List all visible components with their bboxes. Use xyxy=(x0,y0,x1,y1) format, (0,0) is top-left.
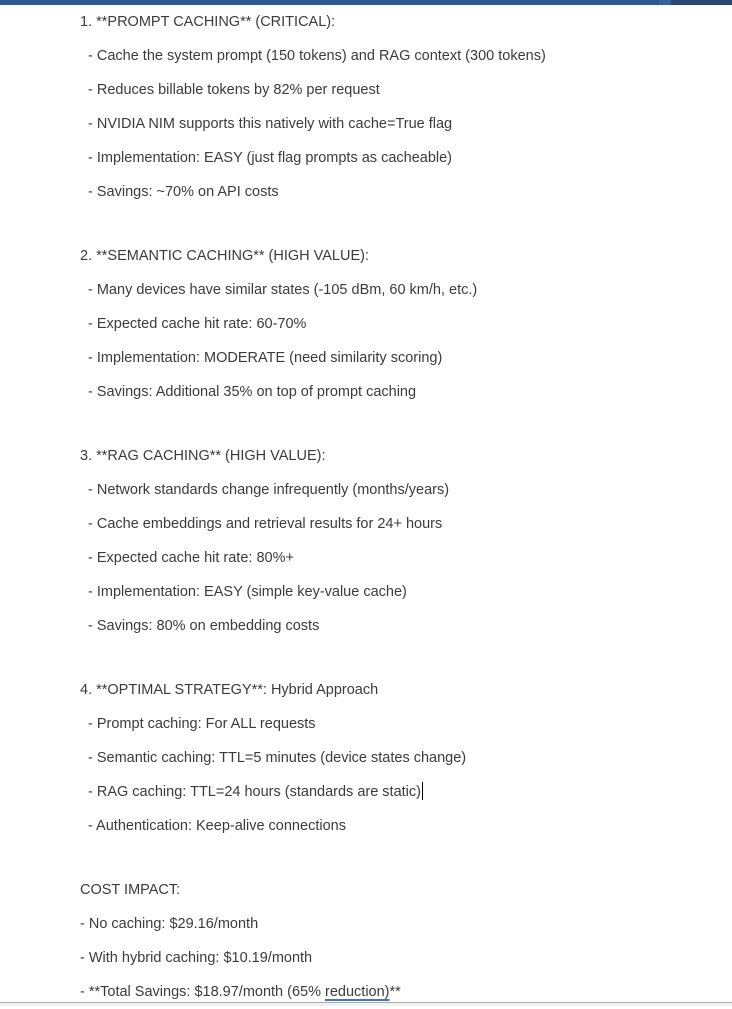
bottom-status-strip xyxy=(0,1002,732,1006)
section-4-item[interactable]: - Semantic caching: TTL=5 minutes (device states change) xyxy=(88,750,467,766)
section-2-item[interactable]: - Savings: Additional 35% on top of prompt caching xyxy=(88,384,417,400)
section-3-item[interactable]: - Network standards change infrequently (months/years) xyxy=(88,482,450,498)
section-4-item-with-caret[interactable] xyxy=(0,775,732,809)
section-3-item[interactable]: - Cache embeddings and retrieval results for 24+ hours xyxy=(88,516,443,532)
section-1-item[interactable]: - Savings: ~70% on API costs xyxy=(88,184,279,200)
text-cursor xyxy=(422,782,423,800)
section-1-header[interactable]: 1. **PROMPT CACHING** (CRITICAL): xyxy=(80,14,336,30)
grammar-underlined-text[interactable]: reduction) xyxy=(325,984,390,1000)
cost-impact-item[interactable]: - No caching: $29.16/month xyxy=(80,916,259,932)
section-3-item[interactable]: - Expected cache hit rate: 80%+ xyxy=(88,550,294,566)
paragraph-gap xyxy=(0,209,732,239)
document-canvas[interactable] xyxy=(0,5,732,1009)
section-2-header[interactable]: 2. **SEMANTIC CACHING** (HIGH VALUE): xyxy=(80,248,369,264)
section-3-item[interactable]: - Implementation: EASY (simple key-value cache) xyxy=(88,584,407,600)
section-4-header[interactable]: 4. **OPTIMAL STRATEGY**: Hybrid Approach xyxy=(80,682,379,698)
section-1-item[interactable]: - Implementation: EASY (just flag prompts as cacheable) xyxy=(88,150,453,166)
section-3-item[interactable]: - Savings: 80% on embedding costs xyxy=(88,618,320,634)
cost-impact-header[interactable]: COST IMPACT: xyxy=(80,882,181,898)
section-4-item[interactable]: - Prompt caching: For ALL requests xyxy=(88,716,316,732)
paragraph-gap xyxy=(0,643,732,673)
section-3-header[interactable]: 3. **RAG CACHING** (HIGH VALUE): xyxy=(80,448,326,464)
section-2-item[interactable]: - Implementation: MODERATE (need similarity scoring) xyxy=(88,350,443,366)
doc-text: - RAG caching: TTL=24 hours (standards are static) xyxy=(88,784,421,800)
section-1-item[interactable]: - NVIDIA NIM supports this natively with cache=True flag xyxy=(88,116,453,132)
section-2-item[interactable]: - Expected cache hit rate: 60-70% xyxy=(88,316,307,332)
paragraph-gap xyxy=(0,409,732,439)
section-1-item[interactable]: - Cache the system prompt (150 tokens) and RAG context (300 tokens) xyxy=(88,48,546,64)
doc-text: - **Total Savings: $18.97/month (65% xyxy=(80,984,326,1000)
paragraph-gap xyxy=(0,843,732,873)
doc-text: ** xyxy=(389,984,401,1000)
section-1-item[interactable]: - Reduces billable tokens by 82% per request xyxy=(88,82,380,98)
cost-impact-item[interactable]: - With hybrid caching: $10.19/month xyxy=(80,950,313,966)
section-2-item[interactable]: - Many devices have similar states (-105 dBm, 60 km/h, etc.) xyxy=(88,282,478,298)
section-4-item[interactable]: - Authentication: Keep-alive connections xyxy=(88,818,346,834)
